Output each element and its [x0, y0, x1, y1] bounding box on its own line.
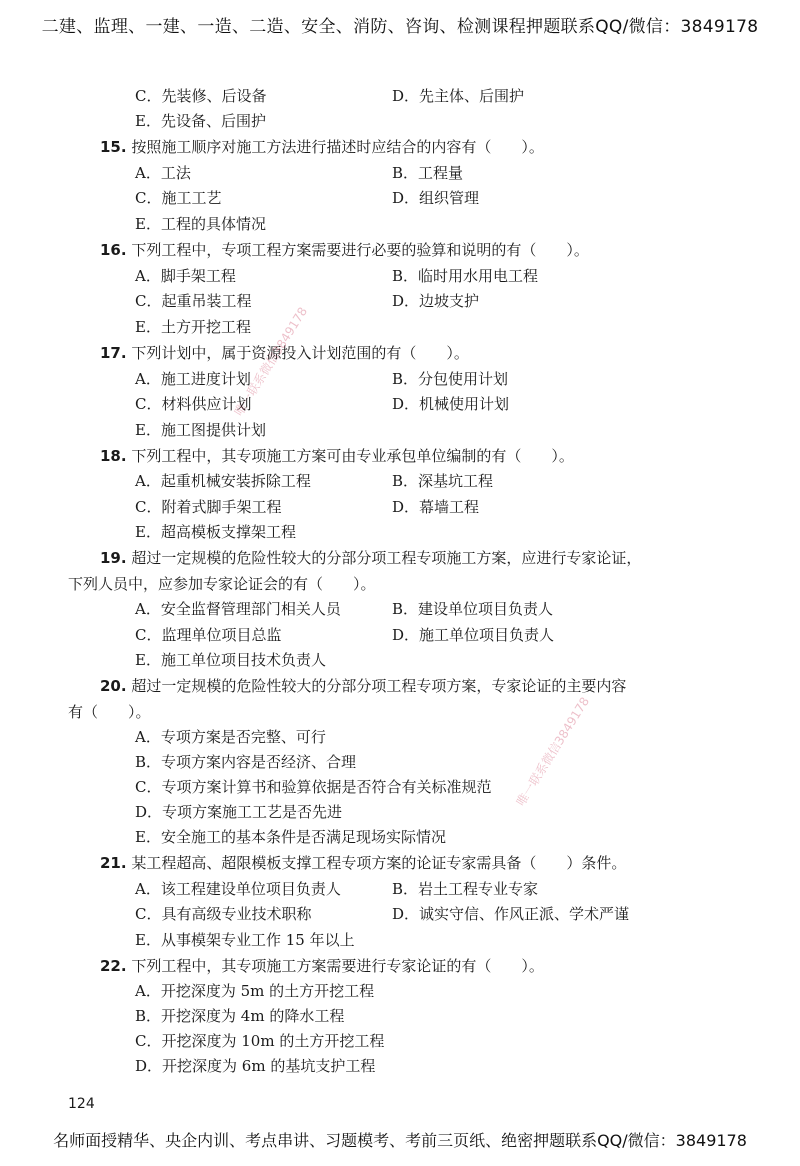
q17-option-d: D．机械使用计划	[392, 395, 510, 413]
q20-option-a: A．专项方案是否完整、可行	[135, 728, 326, 746]
question-text: 超过一定规模的危险性较大的分部分项工程专项施工方案，应进行专家论证，	[131, 549, 642, 567]
q16-option-e: E．土方开挖工程	[135, 318, 251, 336]
question-18	[100, 446, 574, 466]
page-header: 二建、监理、一建、一造、二造、安全、消防、咨询、检测课程押题联系QQ/微信：3849178	[41, 17, 759, 37]
q21-option-a: A．该工程建设单位项目负责人	[135, 880, 341, 898]
question-text: 超过一定规模的危险性较大的分部分项工程专项方案，专家论证的主要内容	[131, 677, 627, 695]
question-text: 下列工程中，其专项施工方案可由专业承包单位编制的有（ ）。	[131, 447, 574, 465]
question-number: 22.	[100, 957, 127, 975]
question-19	[100, 548, 641, 568]
q14-option-c: C．先装修、后设备	[135, 87, 267, 105]
q17-option-a: A．施工进度计划	[135, 370, 251, 388]
q14-option-e: E．先设备、后围护	[135, 112, 266, 130]
question-text: 下列计划中，属于资源投入计划范围的有（ ）。	[131, 344, 469, 362]
q19-option-c: C．监理单位项目总监	[135, 626, 282, 644]
page-footer: 名师面授精华、央企内训、考点串讲、习题模考、考前三页纸、绝密押题联系QQ/微信：3849178	[53, 1131, 747, 1150]
question-number: 15.	[100, 138, 127, 156]
q20-option-c: C．专项方案计算书和验算依据是否符合有关标准规范	[135, 778, 492, 796]
q18-option-e: E．超高模板支撑架工程	[135, 523, 296, 541]
q18-option-c: C．附着式脚手架工程	[135, 498, 282, 516]
q21-option-b: B．岩土工程专业专家	[392, 880, 539, 898]
q16-option-c: C．起重吊装工程	[135, 292, 252, 310]
question-number: 17.	[100, 344, 127, 362]
question-20	[100, 676, 626, 696]
question-number: 21.	[100, 854, 127, 872]
question-22	[100, 956, 544, 976]
question-15	[100, 137, 544, 157]
question-19-continuation: 下列人员中，应参加专家论证会的有（ ）。	[68, 575, 376, 593]
q15-option-a: A．工法	[135, 164, 191, 182]
q21-option-d: D．诚实守信、作风正派、学术严谨	[392, 905, 630, 923]
q21-option-e: E．从事模架专业工作 15 年以上	[135, 931, 355, 949]
q16-option-d: D．边坡支护	[392, 292, 480, 310]
q18-option-d: D．幕墙工程	[392, 498, 480, 516]
q14-option-d: D．先主体、后围护	[392, 87, 525, 105]
q17-option-c: C．材料供应计划	[135, 395, 252, 413]
q21-option-c: C．具有高级专业技术职称	[135, 905, 312, 923]
question-text: 按照施工顺序对施工方法进行描述时应结合的内容有（ ）。	[131, 138, 544, 156]
question-text: 下列工程中，其专项施工方案需要进行专家论证的有（ ）。	[131, 957, 544, 975]
q17-option-b: B．分包使用计划	[392, 370, 509, 388]
question-16	[100, 240, 589, 260]
q15-option-c: C．施工工艺	[135, 189, 222, 207]
q19-option-e: E．施工单位项目技术负责人	[135, 651, 326, 669]
question-number: 18.	[100, 447, 127, 465]
question-text: 下列工程中，专项工程方案需要进行必要的验算和说明的有（ ）。	[131, 241, 589, 259]
q20-option-d: D．专项方案施工工艺是否先进	[135, 803, 343, 821]
q22-option-a: A．开挖深度为 5m 的土方开挖工程	[135, 982, 375, 1000]
watermark: 唯一联系微信3849178	[513, 694, 593, 809]
q22-option-b: B．开挖深度为 4m 的降水工程	[135, 1007, 345, 1025]
question-20-continuation: 有（ ）。	[68, 703, 151, 721]
q18-option-a: A．起重机械安装拆除工程	[135, 472, 311, 490]
q15-option-e: E．工程的具体情况	[135, 215, 266, 233]
q19-option-b: B．建设单位项目负责人	[392, 600, 554, 618]
question-number: 20.	[100, 677, 127, 695]
q19-option-a: A．安全监督管理部门相关人员	[135, 600, 341, 618]
q19-option-d: D．施工单位项目负责人	[392, 626, 555, 644]
question-number: 16.	[100, 241, 127, 259]
watermark: 唯一联系微信3849178	[231, 304, 311, 419]
q17-option-e: E．施工图提供计划	[135, 421, 266, 439]
q16-option-b: B．临时用水用电工程	[392, 267, 539, 285]
q18-option-b: B．深基坑工程	[392, 472, 494, 490]
q20-option-b: B．专项方案内容是否经济、合理	[135, 753, 357, 771]
question-text: 某工程超高、超限模板支撑工程专项方案的论证专家需具备（ ）条件。	[131, 854, 627, 872]
q16-option-a: A．脚手架工程	[135, 267, 236, 285]
q22-option-c: C．开挖深度为 10m 的土方开挖工程	[135, 1032, 385, 1050]
q20-option-e: E．安全施工的基本条件是否满足现场实际情况	[135, 828, 446, 846]
q15-option-b: B．工程量	[392, 164, 464, 182]
q22-option-d: D．开挖深度为 6m 的基坑支护工程	[135, 1057, 376, 1075]
page-number: 124	[68, 1096, 95, 1112]
question-21	[100, 853, 626, 873]
question-number: 19.	[100, 549, 127, 567]
q15-option-d: D．组织管理	[392, 189, 480, 207]
